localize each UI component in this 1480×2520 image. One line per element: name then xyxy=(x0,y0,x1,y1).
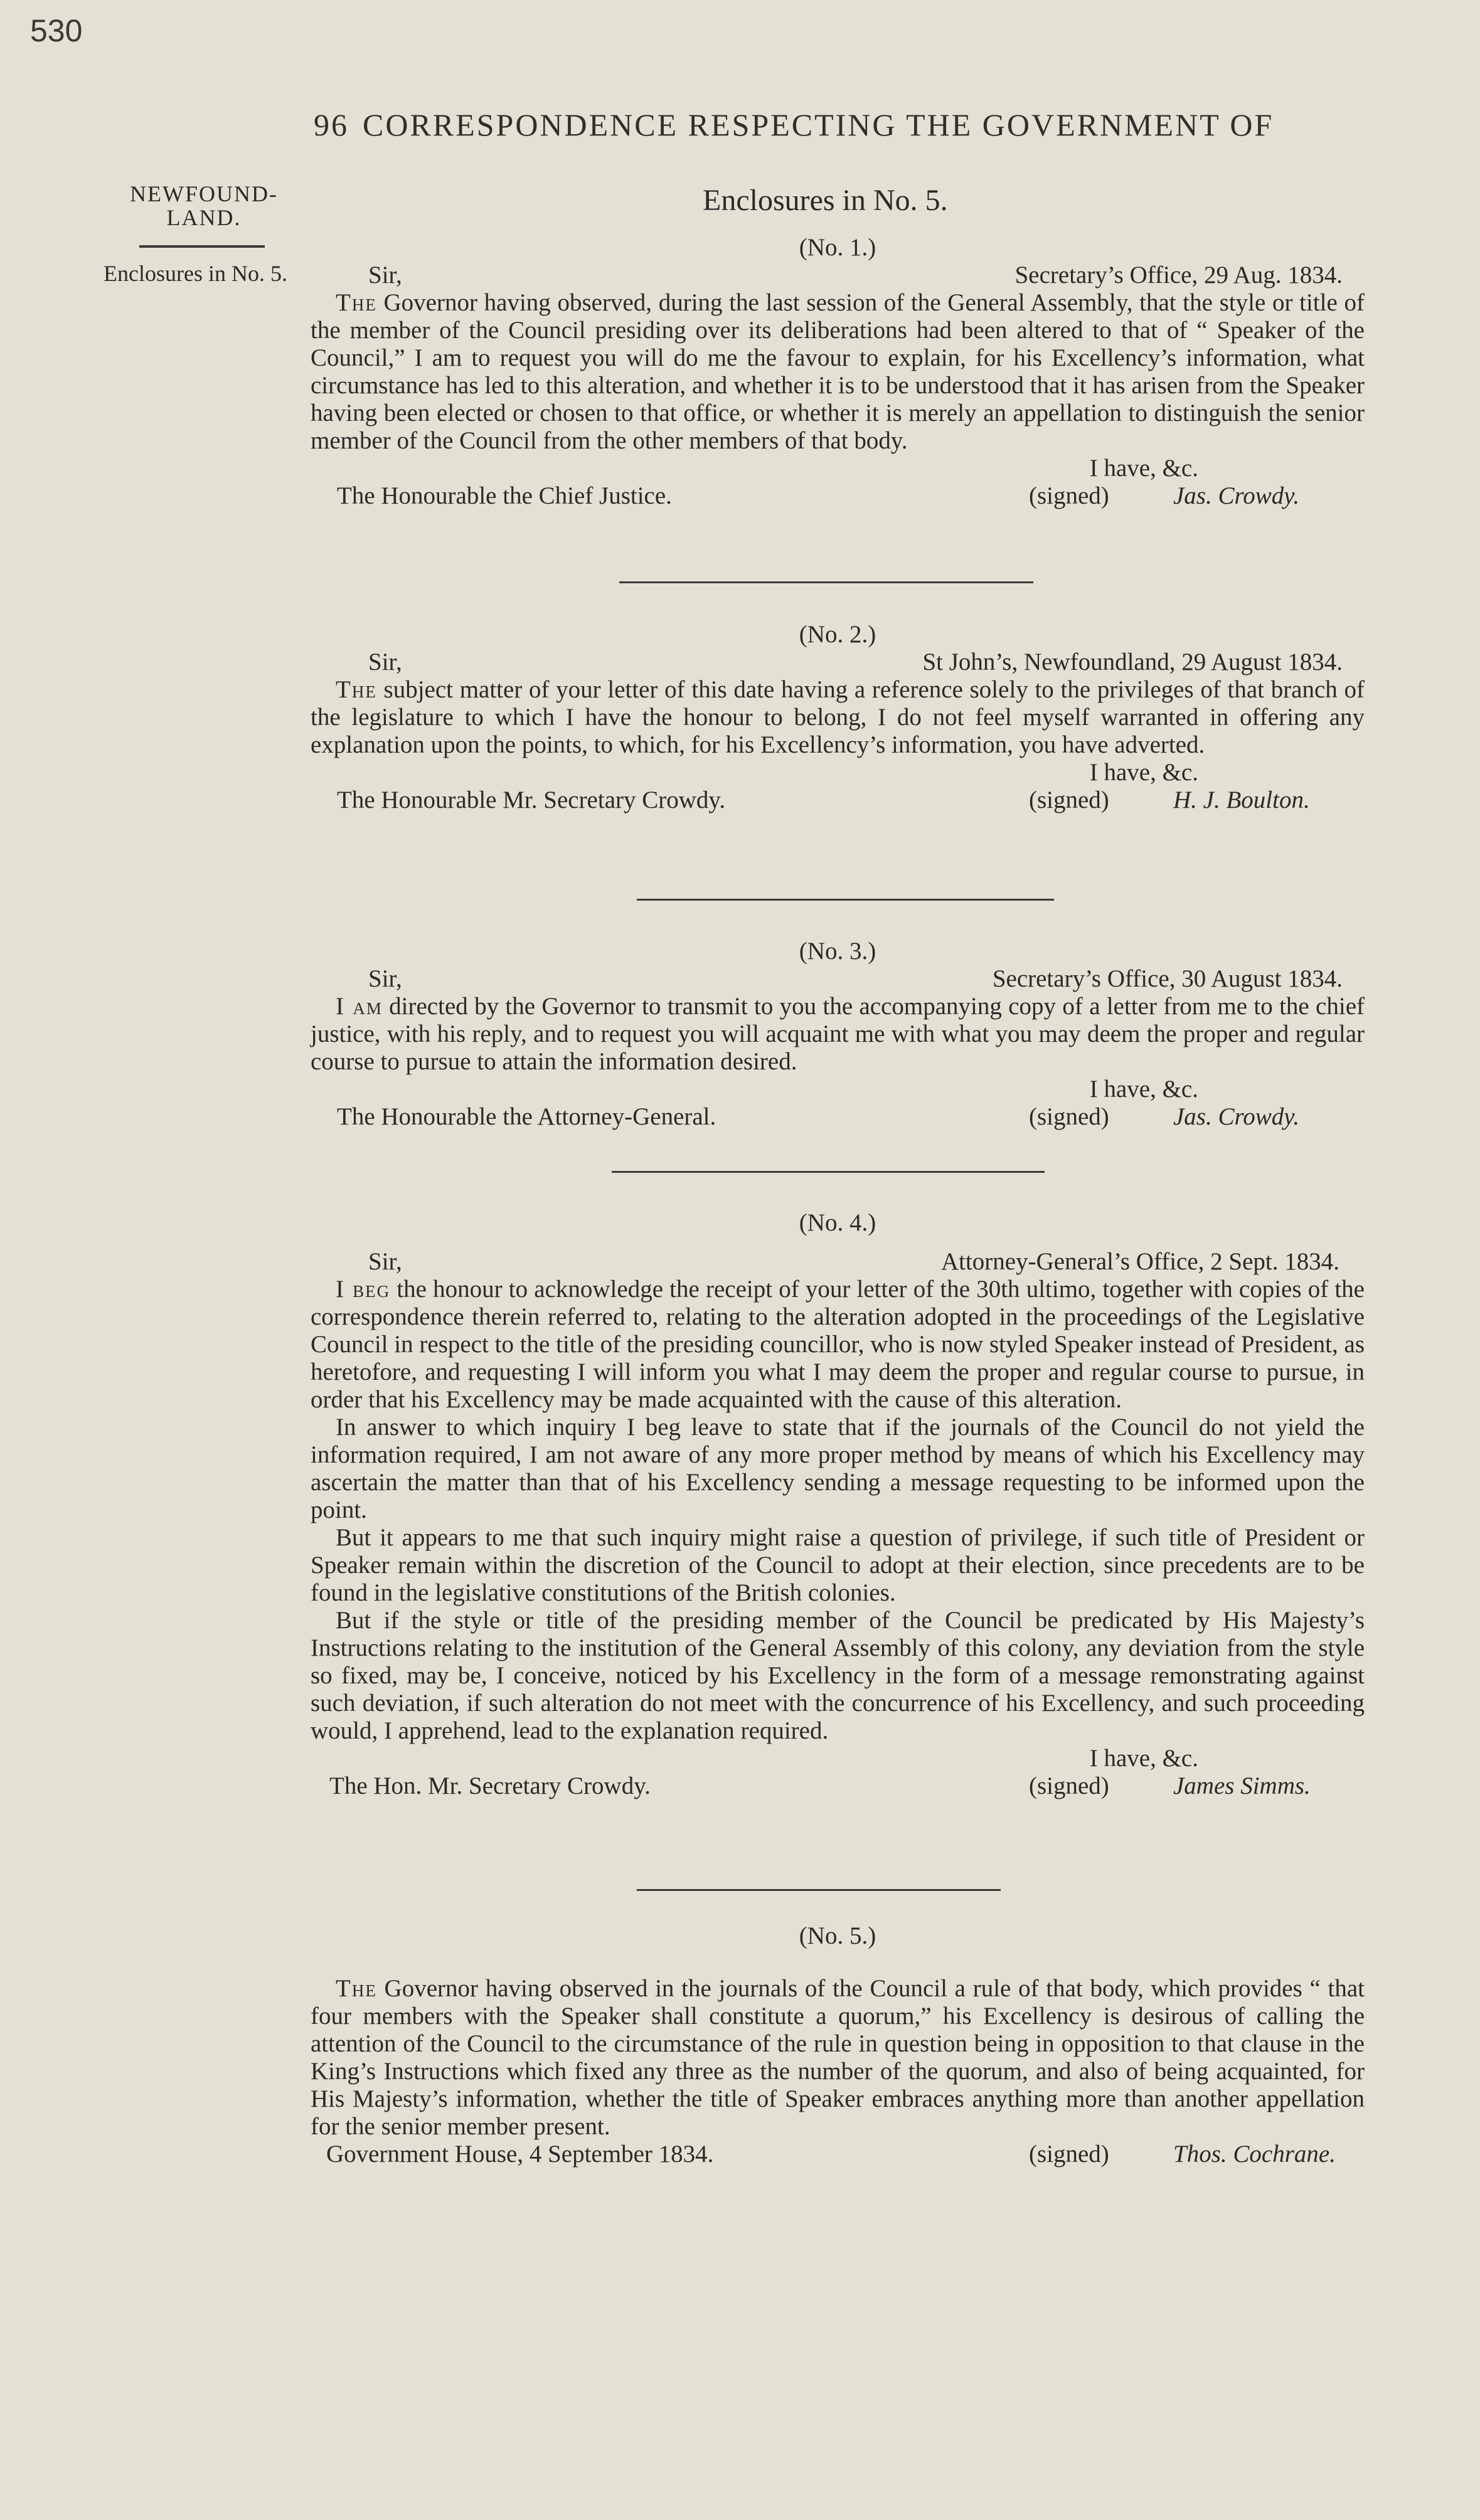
letter-header xyxy=(311,965,1365,993)
letter-body xyxy=(311,1276,1365,1414)
signature-line xyxy=(311,1772,1365,1800)
letter-5 xyxy=(311,1922,1365,2168)
signature-line xyxy=(311,786,1365,814)
signed-label: (signed) xyxy=(1029,2141,1109,2168)
closing: I have, &c. xyxy=(1089,455,1198,482)
salutation: Sir, xyxy=(368,965,402,992)
letter-body xyxy=(311,676,1365,759)
letter-header xyxy=(311,1248,1365,1276)
enclosures-heading: Enclosures in No. 5. xyxy=(703,184,948,217)
signature-line xyxy=(311,482,1365,510)
letter-3 xyxy=(311,938,1365,1131)
body-text: directed by the Governor to transmit to you the accompanying copy of a letter from me to the chief justice, with his reply, and to request you will acquaint me with what you may deem the proper and regular course to pursue to attain the information desired. xyxy=(311,993,1365,1075)
addressee: The Hon. Mr. Secretary Crowdy. xyxy=(329,1772,651,1799)
letter-body xyxy=(311,993,1365,1076)
opening-word: The xyxy=(336,676,377,703)
dateline: Secretary’s Office, 29 Aug. 1834. xyxy=(1014,262,1343,289)
dateline: Secretary’s Office, 30 August 1834. xyxy=(992,965,1343,992)
letter-header xyxy=(311,649,1365,676)
letter-paragraph-4: But if the style or title of the presiding member of the Council be predicated by His Majesty’s Instructions relating to the institution of the General Assembly of this colony, any deviation from the style so fixed, may be, I conceive, noticed by his Excellency in the form of a message remonstrating against such deviation, if such alteration do not meet with the concurrence of his Excellency, and such proceeding would, I apprehend, lead to the explanation required. xyxy=(311,1607,1365,1744)
closing: I have, &c. xyxy=(1089,1745,1198,1772)
signature: H. J. Boulton. xyxy=(1173,786,1310,813)
place-date: Government House, 4 September 1834. xyxy=(326,2141,714,2168)
letter-number: (No. 2.) xyxy=(799,621,876,648)
section-divider xyxy=(619,581,1033,583)
signature: Jas. Crowdy. xyxy=(1173,1103,1300,1130)
opening-word: The xyxy=(336,1975,377,2002)
section-divider xyxy=(612,1171,1045,1173)
body-text: Governor having observed, during the last session of the General Assembly, that the style or title of the member of the Council presiding over its deliberations had been altered to that of “ Speaker of the Council,” I am to request you will do me the favour to explain, for his Excellency’s information, what circumstance has led to this alteration, and whether it is to be understood that it has arisen from the Speaker having been elected or chosen to that office, or whether it is merely an appellation to distinguish the senior member of the Council from the other members of that body. xyxy=(311,289,1365,454)
margin-region-line-2: LAND. xyxy=(166,205,242,230)
dateline: Attorney-General’s Office, 2 Sept. 1834. xyxy=(940,1248,1339,1275)
body-text: the honour to acknowledge the receipt of your letter of the 30th ultimo, together with copies of the correspondence therein referred to, relating to the alteration adopted in the proceedings of the Legislative Council in respect to the title of the presiding councillor, who is now styled Speaker instead of President, as heretofore, and requesting I will inform you what I may deem the proper and regular course to pursue, in order that his Excellency may be made acquainted with the cause of this alteration. xyxy=(311,1276,1365,1413)
opening-word: I beg xyxy=(336,1276,391,1303)
letter-paragraph-3: But it appears to me that such inquiry might raise a question of privilege, if such title of President or Speaker remain within the discretion of the Council to adopt at their election, since precedents are to be found in the legislative constitutions of the British colonies. xyxy=(311,1524,1365,1606)
closing: I have, &c. xyxy=(1089,759,1198,786)
signature: Thos. Cochrane. xyxy=(1173,2141,1336,2168)
signed-label: (signed) xyxy=(1029,786,1109,813)
letter-header xyxy=(311,262,1365,289)
signed-label: (signed) xyxy=(1029,1103,1109,1130)
salutation: Sir, xyxy=(368,1248,402,1275)
addressee: The Honourable Mr. Secretary Crowdy. xyxy=(337,786,726,813)
letter-paragraph-2: In answer to which inquiry I beg leave to state that if the journals of the Council do not yield the information required, I am not aware of any more proper method by means of which his Excellency may ascertain the matter than that of his Excellency sending a message requesting to be informed upon the point. xyxy=(311,1414,1365,1523)
page-number: 530 xyxy=(30,13,83,48)
body-text: subject matter of your letter of this date having a reference solely to the privileges of that branch of the legislature to which I have the honour to belong, I do not feel myself warranted in offering any explanation upon the points, to which, for his Excellency’s information, you have adverted. xyxy=(311,676,1365,758)
letter-1 xyxy=(311,234,1365,510)
margin-divider xyxy=(139,245,265,248)
running-head xyxy=(314,107,1274,143)
letter-number: (No. 4.) xyxy=(799,1209,876,1236)
addressee: The Honourable the Attorney-General. xyxy=(337,1103,716,1130)
section-divider xyxy=(637,899,1054,901)
signature-line xyxy=(311,2141,1365,2168)
dateline: St John’s, Newfoundland, 29 August 1834. xyxy=(922,649,1343,675)
letter-body xyxy=(311,1975,1365,2141)
margin-region-label xyxy=(116,182,292,230)
salutation: Sir, xyxy=(368,649,402,675)
signature: James Simms. xyxy=(1173,1772,1311,1799)
folio-number: 96 xyxy=(314,107,349,142)
letter-2 xyxy=(311,621,1365,814)
signature-line xyxy=(311,1103,1365,1131)
signed-label: (signed) xyxy=(1029,482,1109,509)
letter-number: (No. 3.) xyxy=(799,938,876,965)
letter-number: (No. 1.) xyxy=(799,234,876,261)
opening-word: The xyxy=(336,289,377,316)
closing: I have, &c. xyxy=(1089,1076,1198,1103)
section-divider xyxy=(637,1889,1001,1891)
letter-number: (No. 5.) xyxy=(799,1922,876,1949)
letter-4 xyxy=(311,1209,1365,1800)
signature: Jas. Crowdy. xyxy=(1173,482,1300,509)
signed-label: (signed) xyxy=(1029,1772,1109,1799)
body-text: Governor having observed in the journals of the Council a rule of that body, which provides “ that four members with the Speaker shall constitute a quorum,” his Excellency is desirous of calling the attention of the Council to the circumstance of the rule in question being in opposition to that clause in the King’s Instructions which fixed any three as the number of the quorum, and also of being acquainted, for His Majesty’s information, whether the title of Speaker embraces anything more than another appellation for the senior member present. xyxy=(311,1975,1365,2140)
running-title: CORRESPONDENCE RESPECTING THE GOVERNMENT OF xyxy=(363,107,1274,142)
letter-body xyxy=(311,289,1365,455)
opening-word: I am xyxy=(336,993,383,1020)
margin-region-line-1: NEWFOUND- xyxy=(130,181,278,206)
salutation: Sir, xyxy=(368,262,402,289)
margin-note: Enclosures in No. 5. xyxy=(104,261,287,286)
addressee: The Honourable the Chief Justice. xyxy=(337,482,672,509)
